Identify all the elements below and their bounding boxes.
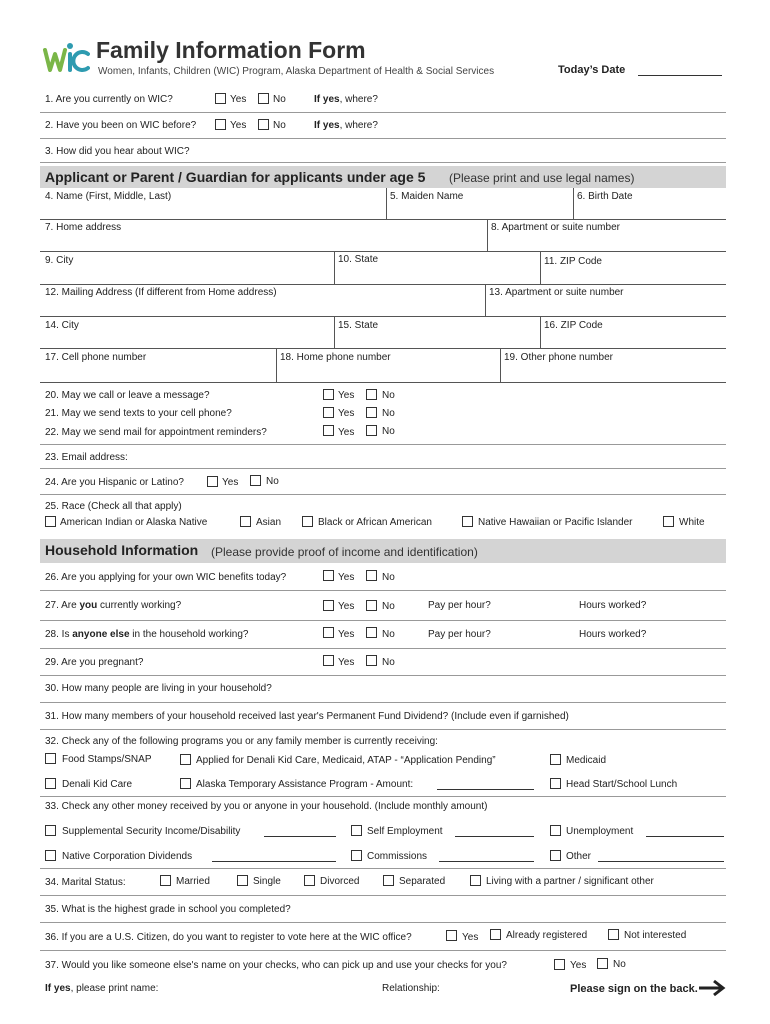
q28-label: 28. Is anyone else in the household working? [45, 629, 249, 640]
q27-yes-checkbox[interactable] [323, 600, 334, 611]
q21-no-checkbox[interactable] [366, 407, 377, 418]
vote-registered-label: Already registered [506, 930, 588, 941]
program-applied-checkbox[interactable] [180, 754, 191, 765]
income-ssi-checkbox[interactable] [45, 825, 56, 836]
income-native-corp-label: Native Corporation Dividends [62, 851, 193, 862]
q29-yes-checkbox[interactable] [323, 655, 334, 666]
wic-logo [42, 40, 90, 76]
q1-where: If yes, where? [314, 94, 378, 105]
q20-no-label: No [382, 390, 395, 401]
page-title: Family Information Form [96, 37, 366, 63]
income-commissions-checkbox[interactable] [351, 850, 362, 861]
program-headstart-label: Head Start/School Lunch [566, 779, 678, 790]
todays-date-label: Today’s Date [558, 64, 626, 76]
todays-date-field[interactable] [638, 75, 722, 76]
race-asian-checkbox[interactable] [240, 516, 251, 527]
mailing-city-label: 14. City [45, 320, 79, 331]
mailing-apartment-label: 13. Apartment or suite number [489, 287, 624, 298]
race-american-indian-checkbox[interactable] [45, 516, 56, 527]
q30-label: 30. How many people are living in your household? [45, 683, 272, 694]
q22-no-checkbox[interactable] [366, 425, 377, 436]
q1-no-checkbox[interactable] [258, 93, 269, 104]
q29-yes-label: Yes [338, 657, 355, 668]
marital-divorced-label: Divorced [320, 876, 360, 887]
q22-yes-checkbox[interactable] [323, 425, 334, 436]
program-denali-checkbox[interactable] [45, 778, 56, 789]
q33-label: 33. Check any other money received by you or anyone in your household. (Include monthly amount) [45, 801, 488, 812]
state-label: 10. State [338, 254, 379, 265]
marital-single-label: Single [253, 876, 281, 887]
income-self-employment-checkbox[interactable] [351, 825, 362, 836]
q37-print-name-label: If yes, please print name: [45, 983, 159, 994]
q34-label: 34. Marital Status: [45, 877, 126, 888]
q29-no-checkbox[interactable] [366, 655, 377, 666]
mailing-zip-label: 16. ZIP Code [544, 320, 603, 331]
applicant-section-title: Applicant or Parent / Guardian for applicants under age 5 [45, 169, 426, 185]
income-unemployment-checkbox[interactable] [550, 825, 561, 836]
q37-yes-checkbox[interactable] [554, 959, 565, 970]
q28-hours-worked: Hours worked? [579, 629, 647, 640]
q20-yes-checkbox[interactable] [323, 389, 334, 400]
q22-no-label: No [382, 426, 395, 437]
q22-yes-label: Yes [338, 427, 355, 438]
q37-no-checkbox[interactable] [597, 958, 608, 969]
arrow-right-icon [698, 979, 726, 997]
q24-yes-label: Yes [222, 477, 239, 488]
atap-amount-field[interactable] [437, 789, 534, 790]
q20-no-checkbox[interactable] [366, 389, 377, 400]
q31-label: 31. How many members of your household received last year's Permanent Fund Dividend? (Include even if garnished) [45, 711, 569, 722]
race-asian-label: Asian [256, 517, 282, 528]
q21-label: 21. May we send texts to your cell phone? [45, 408, 232, 419]
q2-no-checkbox[interactable] [258, 119, 269, 130]
q1-yes-checkbox[interactable] [215, 93, 226, 104]
race-black-label: Black or African American [318, 517, 432, 528]
race-american-indian-label: American Indian or Alaska Native [60, 517, 208, 528]
q2-yes-label: Yes [230, 120, 247, 131]
cell-phone-label: 17. Cell phone number [45, 352, 147, 363]
q35-label: 35. What is the highest grade in school you completed? [45, 904, 291, 915]
program-snap-label: Food Stamps/SNAP [62, 754, 152, 765]
q24-no-checkbox[interactable] [250, 475, 261, 486]
q3-label: 3. How did you hear about WIC? [45, 146, 190, 157]
q24-no-label: No [266, 476, 279, 487]
q2-no-label: No [273, 120, 286, 131]
income-unemployment-label: Unemployment [566, 826, 634, 837]
q21-no-label: No [382, 408, 395, 419]
marital-separated-label: Separated [399, 876, 446, 887]
q26-yes-checkbox[interactable] [323, 570, 334, 581]
q24-label: 24. Are you Hispanic or Latino? [45, 477, 184, 488]
marital-married-checkbox[interactable] [160, 875, 171, 886]
home-phone-label: 18. Home phone number [280, 352, 391, 363]
q27-no-checkbox[interactable] [366, 600, 377, 611]
q21-yes-label: Yes [338, 408, 355, 419]
q20-yes-label: Yes [338, 390, 355, 401]
sign-back-note: Please sign on the back. [570, 983, 698, 995]
q27-yes-label: Yes [338, 601, 355, 612]
program-atap-checkbox[interactable] [180, 778, 191, 789]
q20-label: 20. May we call or leave a message? [45, 390, 210, 401]
income-native-corp-amount[interactable] [212, 861, 336, 862]
marital-single-checkbox[interactable] [237, 875, 248, 886]
q1-no-label: No [273, 94, 286, 105]
q29-no-label: No [382, 657, 395, 668]
q26-yes-label: Yes [338, 572, 355, 583]
q32-label: 32. Check any of the following programs you or any family member is currently receiving: [45, 736, 438, 747]
household-section-title: Household Information [45, 542, 199, 558]
marital-partner-checkbox[interactable] [470, 875, 481, 886]
q26-no-label: No [382, 572, 395, 583]
q37-relationship-label: Relationship: [382, 983, 440, 994]
income-commissions-amount[interactable] [439, 861, 534, 862]
income-unemployment-amount[interactable] [646, 836, 724, 837]
q27-pay-per-hour: Pay per hour? [428, 600, 491, 611]
q21-yes-checkbox[interactable] [323, 407, 334, 418]
q28-no-checkbox[interactable] [366, 627, 377, 638]
marital-separated-checkbox[interactable] [383, 875, 394, 886]
zip-label: 11. ZIP Code [544, 256, 602, 267]
program-snap-checkbox[interactable] [45, 753, 56, 764]
program-atap-label: Alaska Temporary Assistance Program - Amount: [196, 779, 414, 790]
income-self-employment-amount[interactable] [455, 836, 534, 837]
q1-label: 1. Are you currently on WIC? [45, 94, 173, 105]
program-headstart-checkbox[interactable] [550, 778, 561, 789]
q28-pay-per-hour: Pay per hour? [428, 629, 491, 640]
marital-partner-label: Living with a partner / significant other [486, 876, 654, 887]
income-other-checkbox[interactable] [550, 850, 561, 861]
q37-yes-label: Yes [570, 960, 587, 971]
q28-yes-label: Yes [338, 629, 355, 640]
q24-yes-checkbox[interactable] [207, 476, 218, 487]
name-field-label: 4. Name (First, Middle, Last) [45, 191, 172, 202]
q26-no-checkbox[interactable] [366, 570, 377, 581]
program-applied-label: Applied for Denali Kid Care, Medicaid, ATAP - “Application Pending” [196, 755, 496, 766]
page-subtitle: Women, Infants, Children (WIC) Program, Alaska Department of Health & Social Services [98, 66, 495, 77]
income-commissions-label: Commissions [367, 851, 428, 862]
home-address-label: 7. Home address [45, 222, 122, 233]
program-denali-label: Denali Kid Care [62, 779, 133, 790]
vote-yes-checkbox[interactable] [446, 930, 457, 941]
q27-no-label: No [382, 601, 395, 612]
q37-label: 37. Would you like someone else's name on your checks, who can pick up and use your checks for you? [45, 960, 507, 971]
marital-married-label: Married [176, 876, 210, 887]
race-black-checkbox[interactable] [302, 516, 313, 527]
q2-yes-checkbox[interactable] [215, 119, 226, 130]
income-other-amount[interactable] [598, 861, 724, 862]
income-self-employment-label: Self Employment [367, 826, 443, 837]
maiden-name-label: 5. Maiden Name [390, 191, 464, 202]
q36-label: 36. If you are a U.S. Citizen, do you want to register to vote here at the WIC office? [45, 932, 412, 943]
mailing-address-label: 12. Mailing Address (If different from Home address) [45, 287, 277, 298]
other-phone-label: 19. Other phone number [504, 352, 613, 363]
q27-label: 27. Are you currently working? [45, 600, 182, 611]
q29-label: 29. Are you pregnant? [45, 657, 144, 668]
q28-no-label: No [382, 629, 395, 640]
vote-yes-label: Yes [462, 932, 479, 943]
marital-divorced-checkbox[interactable] [304, 875, 315, 886]
income-ssi-label: Supplemental Security Income/Disability [62, 826, 241, 837]
city-label: 9. City [45, 255, 74, 266]
applicant-section-subtitle: (Please print and use legal names) [449, 171, 635, 185]
vote-registered-checkbox[interactable] [490, 929, 501, 940]
race-native-hawaiian-checkbox[interactable] [462, 516, 473, 527]
q23-label: 23. Email address: [45, 452, 128, 463]
income-native-corp-checkbox[interactable] [45, 850, 56, 861]
q22-label: 22. May we send mail for appointment reminders? [45, 427, 267, 438]
income-ssi-amount[interactable] [264, 836, 336, 837]
program-medicaid-label: Medicaid [566, 755, 607, 766]
wic-logo-icon [42, 40, 90, 76]
q1-yes-label: Yes [230, 94, 247, 105]
program-medicaid-checkbox[interactable] [550, 754, 561, 765]
q27-hours-worked: Hours worked? [579, 600, 647, 611]
vote-not-interested-checkbox[interactable] [608, 929, 619, 940]
q2-where: If yes, where? [314, 120, 378, 131]
apartment-number-label: 8. Apartment or suite number [491, 222, 620, 233]
race-native-hawaiian-label: Native Hawaiian or Pacific Islander [478, 517, 633, 528]
q26-label: 26. Are you applying for your own WIC benefits today? [45, 572, 287, 583]
vote-not-interested-label: Not interested [624, 930, 687, 941]
race-white-checkbox[interactable] [663, 516, 674, 527]
household-section-subtitle: (Please provide proof of income and identification) [211, 545, 478, 559]
race-white-label: White [679, 517, 705, 528]
q37-no-label: No [613, 959, 626, 970]
q25-label: 25. Race (Check all that apply) [45, 501, 182, 512]
q28-yes-checkbox[interactable] [323, 627, 334, 638]
mailing-state-label: 15. State [338, 320, 379, 331]
birth-date-label: 6. Birth Date [577, 191, 633, 202]
income-other-label: Other [566, 851, 592, 862]
q2-label: 2. Have you been on WIC before? [45, 120, 197, 131]
